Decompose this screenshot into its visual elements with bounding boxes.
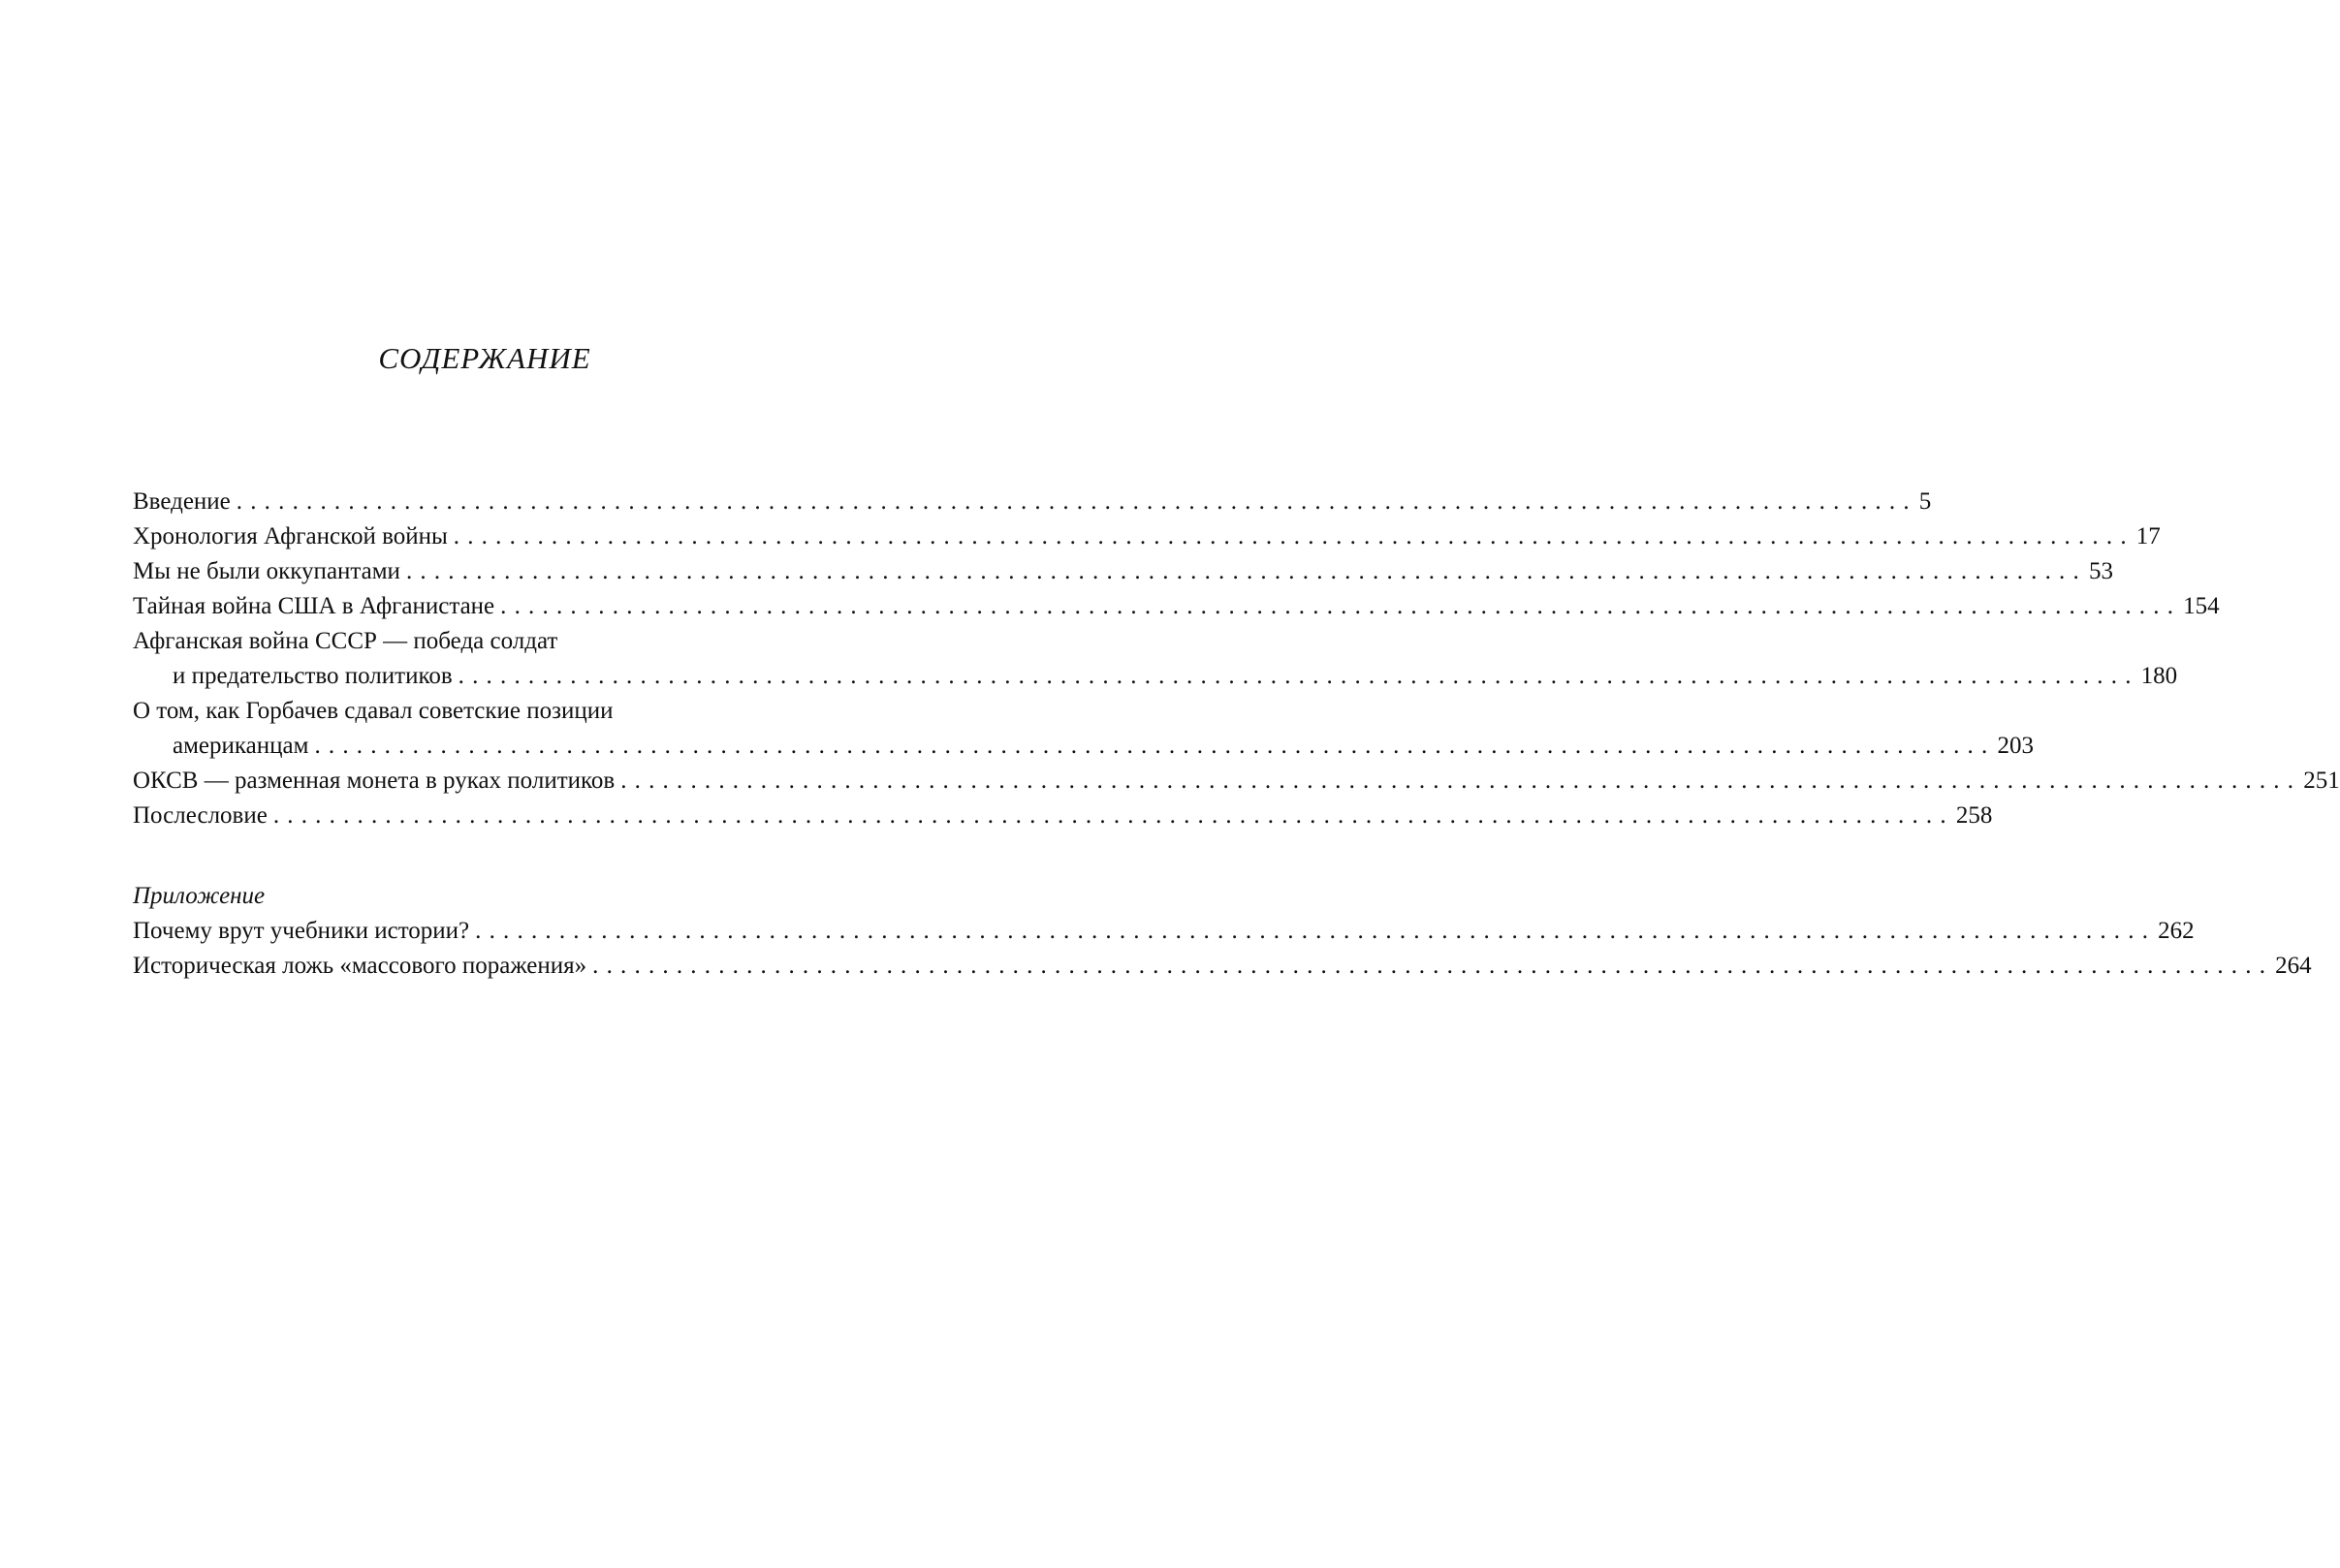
toc-entry[interactable] <box>133 554 2113 589</box>
toc-entry[interactable] <box>133 914 2195 949</box>
page-title: СОДЕРЖАНИЕ <box>378 341 591 375</box>
toc-page-number: 154 <box>2183 593 2220 619</box>
toc-entry-title: Мы не были оккупантами <box>133 558 400 584</box>
appendix-section <box>133 879 2312 984</box>
toc-page-number: 251 <box>2303 768 2340 794</box>
toc-entry-title: ОКСВ — разменная монета в руках политиков <box>133 768 616 794</box>
toc-page-number: 258 <box>1955 802 1993 829</box>
toc-entry[interactable] <box>133 485 1932 519</box>
toc-entry[interactable] <box>133 694 2034 764</box>
toc-page-number: 17 <box>2135 523 2161 549</box>
toc-entry[interactable] <box>133 624 2178 694</box>
toc-entry[interactable] <box>133 519 2161 554</box>
toc-entry-title: Афганская война СССР — победа солдат <box>133 628 558 654</box>
toc-entry-title: Хронология Афганской войны <box>133 523 448 549</box>
toc-page-number: 53 <box>2088 558 2113 584</box>
toc-page-number: 262 <box>2158 918 2195 944</box>
toc-page-number: 5 <box>1918 488 1932 515</box>
toc-leader-dots: ........................................................................................................................ <box>592 953 2274 979</box>
toc-entry[interactable] <box>133 799 1993 833</box>
appendix-label: Приложение <box>133 883 266 909</box>
toc-entry-title-continued: американцам <box>173 733 309 759</box>
toc-entry-title: Почему врут учебники истории? <box>133 918 470 944</box>
toc-leader-dots: ........................................................................................................................ <box>314 733 1996 759</box>
toc-leader-dots: ........................................................................................................................ <box>500 593 2182 619</box>
toc-leader-dots: ........................................................................................................................ <box>475 918 2157 944</box>
toc-page-number: 203 <box>1997 733 2034 759</box>
toc-leader-dots: ........................................................................................................................ <box>453 523 2134 549</box>
toc-entry[interactable] <box>133 764 2340 799</box>
toc-entry[interactable] <box>133 589 2220 624</box>
toc-entry-title: О том, как Горбачев сдавал советские позиции <box>133 698 614 724</box>
toc-leader-dots: ........................................................................................................................ <box>236 488 1917 515</box>
toc-leader-dots: ........................................................................................................................ <box>620 768 2302 794</box>
toc-entry-title: Введение <box>133 488 231 515</box>
toc-entry-title: Послесловие <box>133 802 268 829</box>
table-of-contents <box>133 485 2340 833</box>
toc-entry-title-continued: и предательство политиков <box>173 663 453 689</box>
toc-leader-dots: ........................................................................................................................ <box>458 663 2139 689</box>
toc-leader-dots: ........................................................................................................................ <box>405 558 2087 584</box>
toc-entry[interactable] <box>133 949 2312 984</box>
toc-page-number: 180 <box>2140 663 2178 689</box>
toc-entry-title: Историческая ложь «массового поражения» <box>133 953 587 979</box>
toc-page-number: 264 <box>2275 953 2312 979</box>
toc-entry-title: Тайная война США в Афганистане <box>133 593 495 619</box>
toc-leader-dots: ........................................................................................................................ <box>272 802 1954 829</box>
